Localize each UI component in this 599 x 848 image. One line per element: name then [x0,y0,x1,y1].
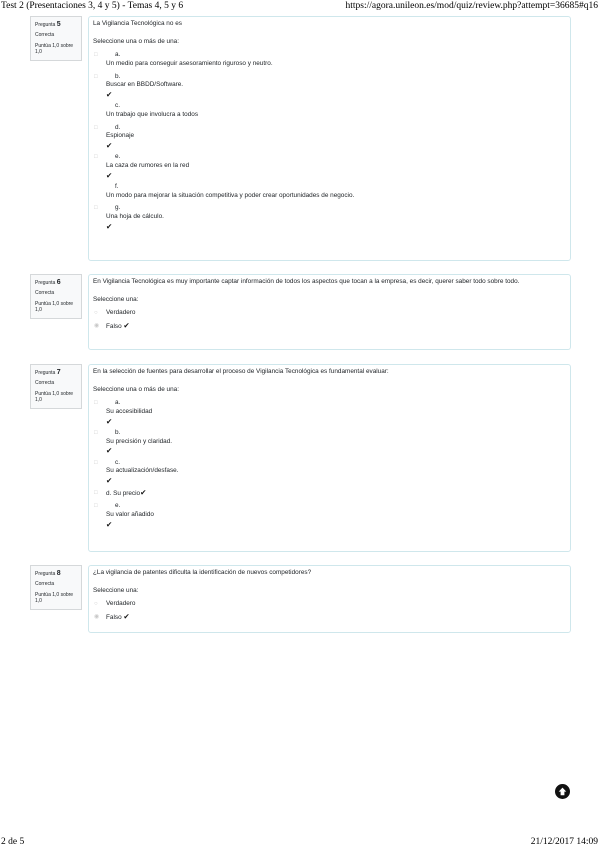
question-state: Correcta [35,380,55,387]
option-text: Espionaje [106,132,135,140]
checkbox-icon[interactable]: □ [94,205,98,212]
question-grade: Puntúa 1,0 sobre 1,0 [35,300,74,314]
option-text: d. Su precio [106,489,141,497]
question-number: Pregunta 5 [35,21,61,28]
option-text: Su precisión y claridad. [106,437,173,445]
tick-icon: ✔ [106,476,113,486]
question-number: Pregunta 6 [35,279,61,286]
option-text: Una hoja de cálculo. [106,213,164,221]
option-text: Falso [106,613,122,621]
option-text: Un medio para conseguir asesoramiento riguroso y neutro. [106,59,273,67]
option-text: Verdadero [106,600,136,608]
tick-icon: ✔ [140,487,147,497]
answer-option[interactable] [93,124,562,150]
question-formulation [88,16,571,261]
option-letter: c. [115,102,120,110]
document-title: Test 2 (Presentaciones 3, 4 y 5) - Temas 4, 5 y 6 [1,1,184,11]
question-text: ¿La vigilancia de patentes dificulta la identificación de nuevos competidores? [93,569,312,576]
answer-option[interactable] [93,613,562,623]
answer-prompt: Seleccione una: [93,295,139,303]
option-text: Buscar en BBDD/Software. [106,81,184,89]
print-header [0,0,599,14]
answer-option[interactable] [93,102,562,119]
answer-prompt: Seleccione una: [93,586,139,594]
answer-option[interactable] [93,309,562,318]
answer-option[interactable] [93,489,562,499]
question-state: Correcta [35,581,55,588]
print-footer [0,834,599,848]
tick-icon: ✔ [123,320,130,330]
checkbox-icon[interactable]: □ [94,73,98,80]
option-text: Su valor añadido [106,510,154,518]
question-number: Pregunta 7 [35,369,61,376]
tick-icon: ✔ [106,140,113,150]
question-state: Correcta [35,290,55,297]
option-letter: e. [115,153,121,161]
option-text: Su accesibilidad [106,407,153,415]
option-letter: b. [115,72,121,80]
answer-option[interactable] [93,204,562,230]
question-grade: Puntúa 1,0 sobre 1,0 [35,42,74,56]
question-number: Pregunta 8 [35,570,61,577]
checkbox-icon[interactable]: □ [94,503,98,510]
question-grade: Puntúa 1,0 sobre 1,0 [35,390,74,404]
radio-icon[interactable]: ○ [94,601,98,608]
answer-option[interactable] [93,153,562,179]
answer-option[interactable] [93,399,562,425]
option-text: La caza de rumores en la red [106,162,190,170]
question-info [30,274,82,319]
question-info [30,565,82,610]
checkbox-icon[interactable]: □ [94,154,98,161]
option-letter: a. [115,399,121,407]
checkbox-icon[interactable]: □ [94,489,98,496]
print-datetime: 21/12/2017 14:09 [530,837,598,847]
checkbox-icon[interactable]: □ [94,124,98,131]
tick-icon: ✔ [106,221,113,231]
option-text: Su actualización/desfase. [106,467,179,475]
answer-option[interactable] [93,600,562,609]
tick-icon: ✔ [106,446,113,456]
tick-icon: ✔ [106,416,113,426]
answer-option[interactable] [93,183,562,200]
radio-icon[interactable]: ◉ [94,322,100,329]
radio-icon[interactable]: ○ [94,310,98,317]
question-5 [30,16,571,261]
question-6 [30,274,571,350]
arrow-up-circle-icon[interactable] [555,784,570,799]
question-text: En Vigilancia Tecnológica es muy importante captar información de todos los aspectos que tocan a la empresa, es decir, querer saber todo sobre todo. [93,278,520,285]
checkbox-icon[interactable]: □ [94,459,98,466]
tick-icon: ✔ [106,170,113,180]
question-formulation [88,565,571,633]
question-grade: Puntúa 1,0 sobre 1,0 [35,591,74,605]
question-info [30,364,82,409]
option-letter: c. [115,458,120,466]
option-letter: e. [115,502,121,510]
radio-icon[interactable]: ◉ [94,613,100,620]
checkbox-icon[interactable]: □ [94,400,98,407]
question-info [30,16,82,61]
option-letter: a. [115,51,121,59]
option-letter: d. [115,123,121,131]
tick-icon: ✔ [106,519,113,529]
tick-icon: ✔ [106,89,113,99]
answer-prompt: Seleccione una o más de una: [93,385,179,393]
checkbox-icon[interactable]: □ [94,52,98,59]
answer-option[interactable] [93,459,562,485]
question-formulation [88,274,571,350]
answer-option[interactable] [93,51,562,68]
option-text: Un trabajo que involucra a todos [106,110,199,118]
option-letter: f. [115,183,119,191]
option-text: Un modo para mejorar la situación competitiva y poder crear oportunidades de negocio. [106,191,355,199]
option-text: Verdadero [106,309,136,317]
question-text: En la selección de fuentes para desarrollar el proceso de Vigilancia Tecnológica es fundamental evaluar: [93,368,389,375]
answer-prompt: Seleccione una o más de una: [93,37,179,45]
option-letter: b. [115,429,121,437]
answer-option[interactable] [93,322,562,332]
answer-option[interactable] [93,502,562,528]
page-number: 2 de 5 [1,837,25,847]
option-text: Falso [106,322,122,330]
question-text: La Vigilancia Tecnológica no es [93,20,182,27]
question-state: Correcta [35,32,55,39]
answer-option[interactable] [93,73,562,99]
question-7 [30,364,571,552]
answer-option[interactable] [93,429,562,455]
option-letter: g. [115,204,121,212]
tick-icon: ✔ [123,611,130,621]
page-url: https://agora.unileon.es/mod/quiz/review.php?attempt=36685#q16 [345,1,598,11]
question-8 [30,565,571,633]
checkbox-icon[interactable]: □ [94,430,98,437]
question-formulation [88,364,571,552]
